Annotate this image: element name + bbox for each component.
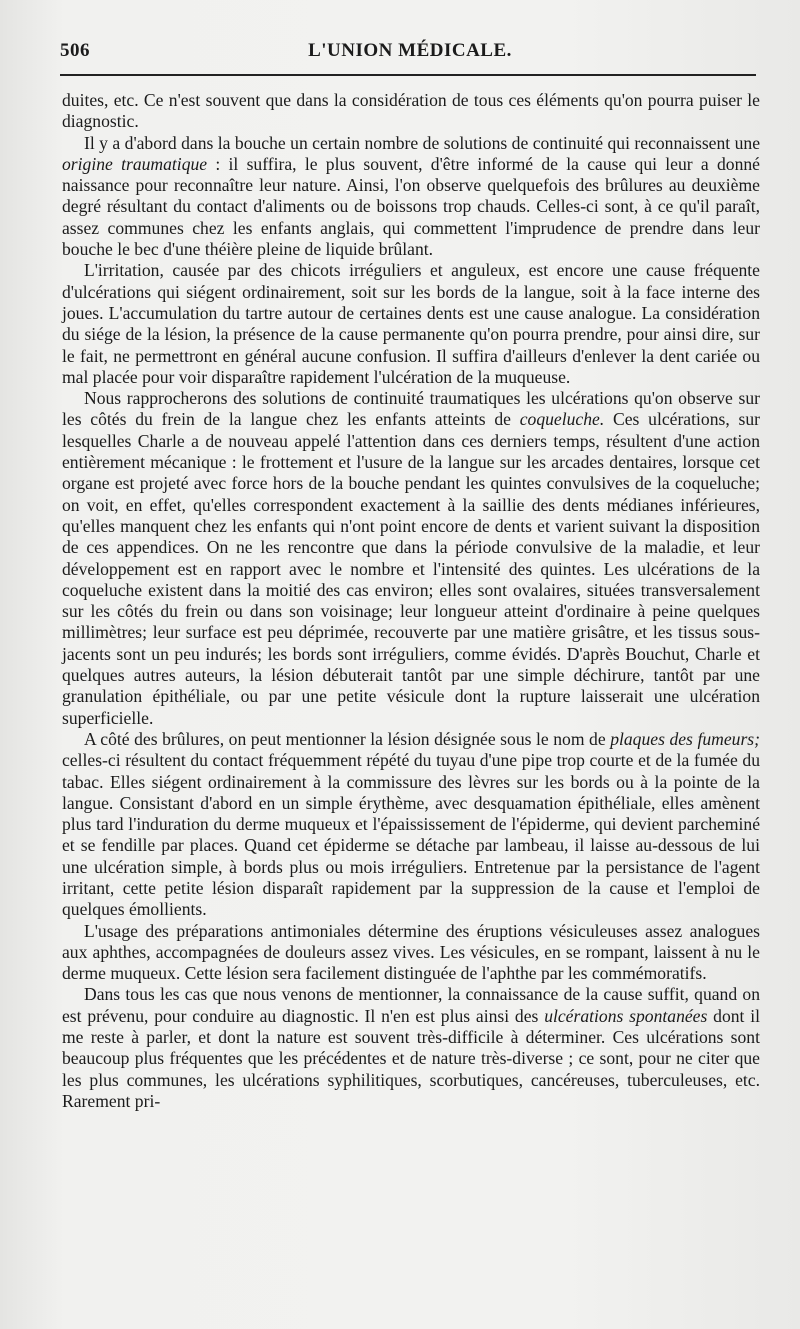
paragraph-3 (62, 260, 760, 388)
paragraph-2-text-a: Il y a d'abord dans la bouche un certain nombre de solutions de continuité qui reconnaissent une (84, 132, 760, 153)
paragraph-6 (62, 921, 760, 985)
paragraph-6-text: L'usage des préparations antimoniales détermine des éruptions vésiculeuses assez analogues aux aphthes, accompagnées de douleurs assez vives. Les vésicules, en se rompant, laissent à nu le derme muqueux. Cette lésion sera facilement distinguée de l'aphthe par les commémoratifs. (62, 920, 760, 984)
header-rule (60, 74, 756, 76)
page-number: 506 (60, 40, 90, 61)
running-title: L'UNION MÉDICALE. (308, 40, 512, 61)
paragraph-5-text-b: celles-ci résultent du contact fréquemment répété du tuyau d'une pipe trop courte et de la fumée du tabac. Elles siégent ordinairement à la commissure des lèvres sur les bords ou à la pointe de la langue. Consistant d'abord en un simple érythème, avec desquamation épithéliale, elles amènent plus tard l'induration du derme muqueux et l'épaississement de l'épiderme, qui devient parcheminé et se fendille par places. Quand cet épiderme se détache par lambeau, il laisse au-dessous de lui une ulcération simple, à bords plus ou mois irréguliers. Entretenue par la persistance de l'agent irritant, cette petite lésion disparaît rapidement par la suppression de la cause et l'emploi de quelques émollients. (62, 750, 760, 920)
paragraph-3-text: L'irritation, causée par des chicots irréguliers et anguleux, est encore une cause fréquente d'ulcérations qui siégent ordinairement, soit sur les bords de la langue, soit à la face interne des joues. L'accumulation du tartre autour de certaines dents est une cause analogue. La considération du siége de la lésion, la présence de la cause permanente qu'on pourra prendre, pour ainsi dire, sur le fait, ne permettront en général aucune confusion. Il suffira d'ailleurs d'enlever la dent cariée ou mal placée pour voir disparaître rapidement l'ulcération de la muqueuse. (62, 260, 760, 387)
paragraph-7-text-b: dont il me reste à parler, et dont la nature est souvent très-difficile à déterminer. Ces ulcérations sont beaucoup plus fréquentes que les précédentes et de nature très-diverse ; ce sont, pour ne citer que les plus communes, les ulcérations syphilitiques, scorbutiques, cancéreuses, tuberculeuses, etc. Rarement pri- (62, 1005, 760, 1111)
paragraph-4-text-a: Nous rapprocherons des solutions de continuité traumatiques les ulcérations qu'on observe sur les côtés du frein de la langue chez les enfants atteints de (62, 388, 760, 430)
page-header (60, 40, 760, 70)
paragraph-7-text-a: Dans tous les cas que nous venons de mentionner, la connaissance de la cause suffit, quand on est prévenu, pour conduire au diagnostic. Il n'en est plus ainsi des (62, 984, 760, 1026)
paragraph-1 (62, 90, 760, 133)
paragraph-4 (62, 388, 760, 729)
paragraph-2-italic: origine traumatique (62, 153, 208, 174)
paragraph-4-italic: coqueluche. (519, 409, 605, 430)
paragraph-2-text-b: : il suffira, le plus souvent, d'être informé de la cause qui leur a donné naissance pour reconnaître leur nature. Ainsi, l'on observe quelquefois des brûlures au deuxième degré résultant du contact d'aliments ou de boissons trop chauds. Celles-ci sont, à ce qu'il paraît, assez communes chez les enfants anglais, qui commettent l'imprudence de prendre dans leur bouche le bec d'une théière pleine de liquide brûlant. (62, 153, 760, 260)
paragraph-4-text-b: Ces ulcérations, sur lesquelles Charle a de nouveau appelé l'attention dans ces derniers temps, résultent d'une action entièrement mécanique : le frottement et l'usure de la langue sur les arcades dentaires, lorsque cet organe est projeté avec force hors de la bouche pendant les quintes convulsives de la coqueluche; on voit, en effet, qu'elles correspondent exactement à la saillie des dents médianes inférieures, qu'elles manquent chez les enfants qui n'ont point encore de dents et varient suivant la disposition de ces appendices. On ne les rencontre que dans la période convulsive de la maladie, et leur développement est en rapport avec le nombre et l'intensité des quintes. Les ulcérations de la coqueluche existent dans la moitié des cas environ; elles sont ovalaires, situées transversalement sur les côtés du frein ou dans son voisinage; leur longueur atteint d'ordinaire à peine quelques millimètres; leur surface est peu déprimée, recouverte par une matière grisâtre, et les tissus sous-jacents sont un peu indurés; les bords sont irréguliers, comme évidés. D'après Bouchut, Charle et quelques autres auteurs, la lésion débuterait tantôt par une simple déchirure, tantôt par une granulation épithéliale, ou par une petite vésicule dont la rupture laisserait une ulcération superficielle. (62, 409, 760, 728)
paragraph-1-text: duites, etc. Ce n'est souvent que dans la considération de tous ces éléments qu'on pourra puiser le diagnostic. (62, 90, 760, 132)
paragraph-7 (62, 984, 760, 1112)
paragraph-5-italic: plaques des fumeurs; (610, 728, 760, 749)
paragraph-2 (62, 133, 760, 261)
paragraph-7-italic: ulcérations spontanées (544, 1005, 708, 1026)
paragraph-5-text-a: A côté des brûlures, on peut mentionner la lésion désignée sous le nom de (84, 728, 611, 749)
article-body (62, 90, 760, 1112)
paragraph-5 (62, 729, 760, 921)
